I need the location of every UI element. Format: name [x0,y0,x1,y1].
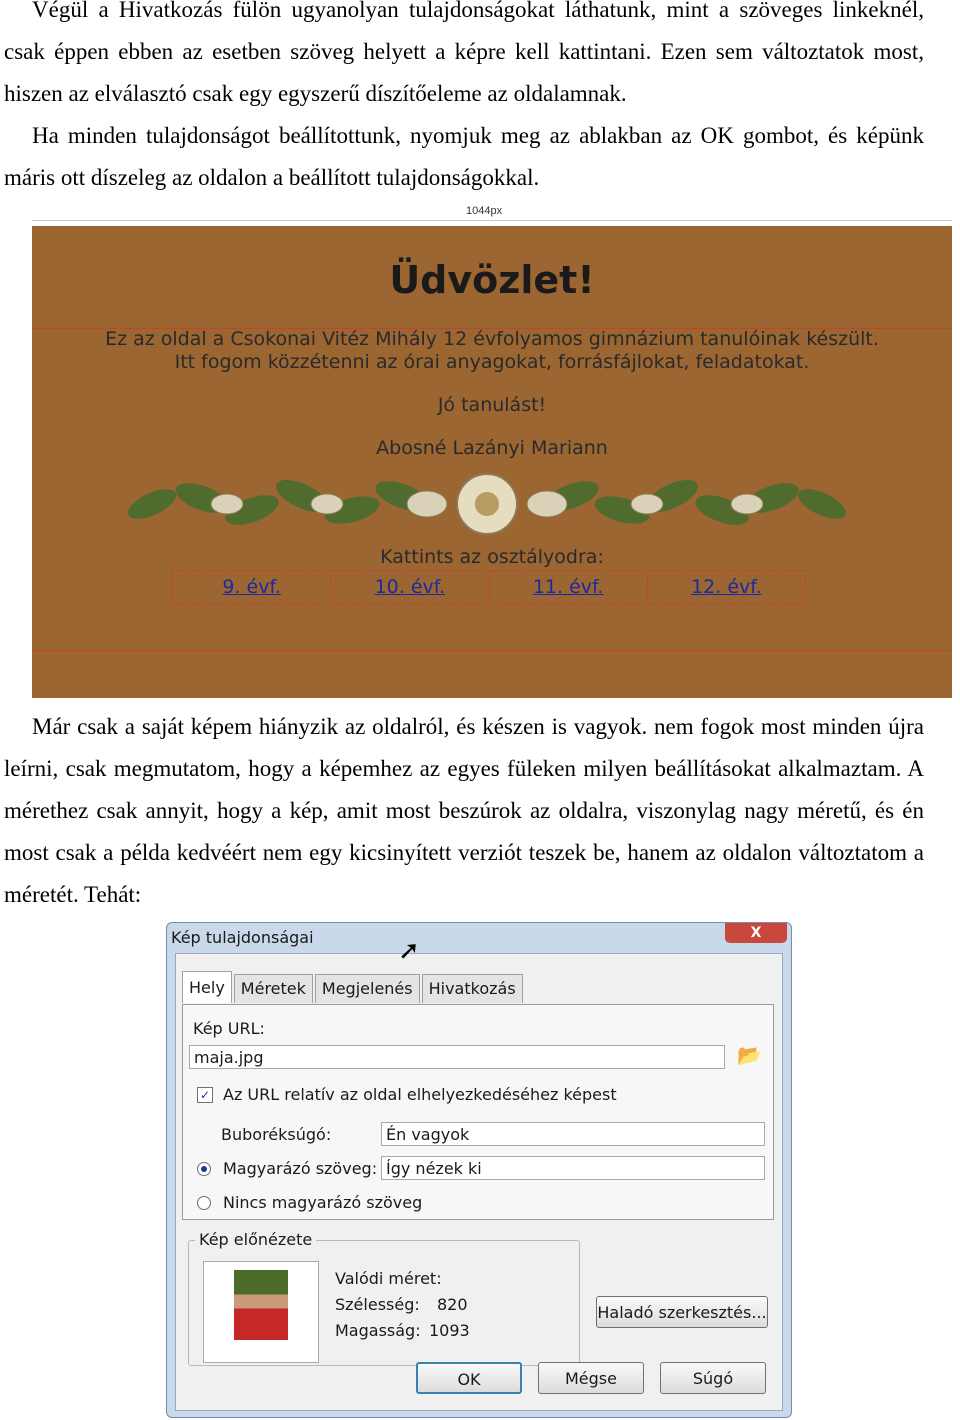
garland-divider-image [122,464,852,544]
tab-hivatkozas[interactable]: Hivatkozás [422,974,523,1003]
close-icon: X [750,925,762,941]
author-text: Abosné Lazányi Mariann [376,437,608,459]
class-prompt: Kattints az osztályodra: [380,546,604,568]
guide-line [32,650,952,651]
relative-url-checkbox[interactable] [197,1087,213,1103]
class-link-cell [331,571,489,603]
intro-text [32,328,952,374]
close-button[interactable] [725,923,787,943]
paragraph-sajat-kep [4,706,924,916]
help-button[interactable]: Súgó [660,1362,766,1394]
real-size-label: Valódi méret: [335,1269,442,1288]
tab-hely[interactable]: Hely [182,971,232,1003]
class-link-cell [648,571,805,603]
alt-text-radio[interactable] [197,1162,211,1176]
class-link-cell [173,571,331,603]
preview-thumbnail [203,1261,319,1363]
link-9-evf[interactable]: 9. évf. [222,576,281,598]
intro-line-2: Itt fogom közzétenni az órai anyagokat, forrásfájlokat, feladatokat. [174,351,810,373]
paragraph-hivatkozas [4,0,924,115]
advanced-edit-button[interactable]: Haladó szerkesztés... [596,1296,768,1328]
intro-line-1: Ez az oldal a Csokonai Vitéz Mihály 12 évfolyamos gimnázium tanulóinak készült. [105,328,879,350]
tab-megjelenes[interactable]: Megjelenés [315,974,420,1003]
dialog-body [175,953,783,1411]
dialog-titlebar[interactable] [167,923,791,955]
tooltip-input[interactable]: Én vagyok [381,1122,765,1146]
paragraph-ok-button [4,115,924,199]
ok-button[interactable]: OK [416,1362,522,1394]
paragraph-3-text: Már csak a saját képem hiányzik az oldalról, és készen is vagyok. nem fogok most minden újra leírni, csak megmutatom, hogy a képemhez az egyes füleken milyen beállításokat alkalmaztam. A mérethez csak annyit, hogy a kép, amit most beszúrok az oldalra, viszonylag nagy méretű, és én most csak a példa kedvéért nem egy kicsinyített verziót teszek be, hanem az oldalon változtatom a méretét. Tehát: [4,714,924,907]
portrait-photo [234,1270,288,1340]
checkmark-icon: ✓ [199,1088,211,1102]
height-value: 1093 [429,1321,470,1340]
image-preview-group [188,1230,580,1366]
link-12-evf[interactable]: 12. évf. [691,576,762,598]
height-label: Magasság: [335,1321,421,1340]
relative-url-label: Az URL relatív az oldal elhelyezkedéséhez képest [223,1085,617,1104]
url-input[interactable]: maja.jpg [189,1045,725,1069]
width-value: 820 [437,1295,468,1314]
alt-text-input[interactable]: Így nézek ki [381,1156,765,1180]
no-alt-text-label: Nincs magyarázó szöveg [223,1193,423,1212]
ruler-label: 1044px [466,205,503,217]
webpage-screenshot [32,226,952,698]
tab-meretek[interactable]: Méretek [234,974,313,1003]
alt-text-label: Magyarázó szöveg: [223,1159,378,1178]
cancel-button[interactable]: Mégse [538,1362,644,1394]
image-properties-dialog [166,922,792,1418]
page-heading: Üdvözlet! [389,258,595,302]
tab-panel-hely [182,1004,774,1220]
paragraph-2-text: Ha minden tulajdonságot beállítottunk, nyomjuk meg az ablakban az OK gombot, és képünk máris ott díszeleg az oldalon a beállított tulajdonságokkal. [4,123,924,190]
link-10-evf[interactable]: 10. évf. [374,576,446,598]
folder-open-icon[interactable]: 📂 [737,1043,762,1067]
tooltip-label: Buboréksúgó: [221,1125,332,1144]
class-link-cell [490,571,648,603]
dialog-title: Kép tulajdonságai [171,928,314,947]
tab-bar [182,974,525,1003]
width-label: Szélesség: [335,1295,420,1314]
ruler-line [32,220,952,221]
no-alt-text-radio[interactable] [197,1196,211,1210]
mouse-cursor-icon: ➚ [398,936,420,965]
preview-legend: Kép előnézete [195,1230,316,1249]
wish-text: Jó tanulást! [437,394,547,416]
paragraph-1-text: Végül a Hivatkozás fülön ugyanolyan tulajdonságokat láthatunk, mint a szöveges linkeknél, csak éppen ebben az esetben szöveg helyett a képre kell kattintani. Ezen sem változtatok most, hiszen az elválasztó csak egy egyszerű díszítőeleme az oldalamnak. [4,0,924,106]
link-11-evf[interactable]: 11. évf. [532,576,604,598]
url-label: Kép URL: [193,1019,265,1038]
class-links [172,570,806,604]
